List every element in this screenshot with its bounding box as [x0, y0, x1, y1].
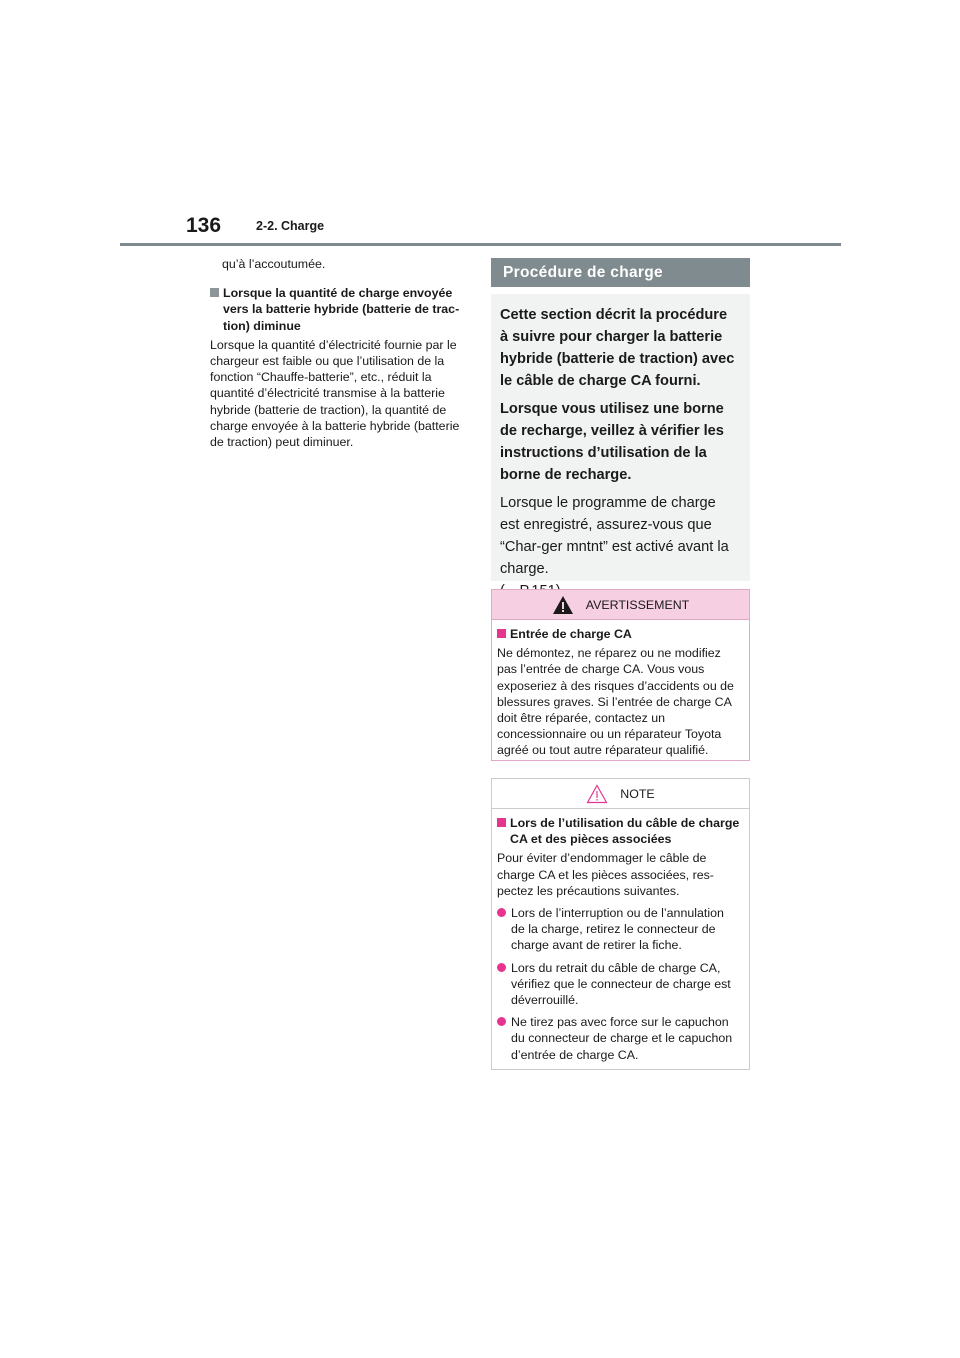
list-item [497, 905, 741, 954]
note-box [491, 778, 750, 1070]
warning-body [492, 620, 749, 759]
warning-subhead-text: Entrée de charge CA [510, 627, 632, 641]
procedure-paragraph-3-text: Lorsque le programme de charge est enregistré, assurez-vous que “Char-ger mntnt” est activé avant la charge. [500, 495, 729, 577]
list-item [497, 960, 741, 1009]
square-bullet-icon [497, 629, 506, 638]
note-subhead [497, 815, 741, 847]
list-item [497, 1014, 741, 1063]
note-header [492, 779, 749, 809]
procedure-paragraph-3 [500, 492, 738, 602]
procedure-paragraph-1: Cette section décrit la procédure à suivre pour charger la batterie hybride (batterie de traction) avec le câble de charge CA fourni. [500, 307, 735, 389]
left-subhead [210, 285, 468, 334]
warning-box [491, 589, 750, 761]
list-item-text: Lors du retrait du câble de charge CA, vérifiez que le connecteur de charge est déverrouillé. [511, 960, 731, 1008]
square-bullet-icon [210, 288, 219, 297]
procedure-box [491, 294, 750, 581]
warning-body-text: Ne démontez, ne réparez ou ne modifiez pas l’entrée de charge CA. Vous vous exposeriez à des risques d’accidents ou de blessures graves. Si l’entrée de charge CA doit être réparée, contactez un concessionnaire ou un réparateur Toyota agréé ou tout autre réparateur qualifié. [497, 646, 734, 758]
warning-header [492, 590, 749, 620]
round-bullet-icon [497, 1017, 506, 1026]
warning-subhead [497, 626, 741, 642]
header-rule [120, 243, 841, 246]
warning-triangle-icon [552, 595, 574, 615]
round-bullet-icon [497, 963, 506, 972]
section-reference: 2-2. Charge [256, 219, 325, 233]
note-label: NOTE [620, 786, 655, 801]
round-bullet-icon [497, 908, 506, 917]
note-subhead-text: Lors de l’utilisation du câble de charge CA et des pièces associées [510, 816, 740, 847]
page-number: 136 [186, 214, 222, 237]
list-item-text: Lors de l’interruption ou de l’annulation de la charge, retirez le connecteur de charge avant de retirer la fiche. [511, 906, 724, 953]
left-subhead-text: Lorsque la quantité de charge envoyée vers la batterie hybride (batterie de trac-tion) diminue [223, 286, 460, 333]
left-column [210, 256, 468, 450]
note-body [492, 809, 749, 1063]
procedure-header: Procédure de charge [491, 258, 750, 287]
left-body-text: Lorsque la quantité d’électricité fournie par le chargeur est faible ou que l’utilisation de la fonction “Chauffe-batterie”, etc., réduit la quantité d’électricité transmise à la batterie hybride (batterie de traction), la quantité de charge envoyée à la batterie hybride (batterie de traction) peut diminuer. [210, 337, 460, 450]
list-item-text: Ne tirez pas avec force sur le capuchon du connecteur de charge et le capuchon d’entrée de charge CA. [511, 1015, 733, 1062]
warning-label: AVERTISSEMENT [585, 597, 690, 612]
caution-triangle-outline-icon [586, 784, 608, 804]
square-bullet-icon [497, 818, 506, 827]
procedure-paragraph-2: Lorsque vous utilisez une borne de recharge, veillez à vérifier les instructions d’utilisation de la borne de recharge. [500, 401, 724, 483]
note-body-text: Pour éviter d’endommager le câble de charge CA et les pièces associées, res-pectez les précautions suivantes. [497, 851, 714, 898]
continuation-text: qu’à l’accoutumée. [222, 257, 326, 271]
